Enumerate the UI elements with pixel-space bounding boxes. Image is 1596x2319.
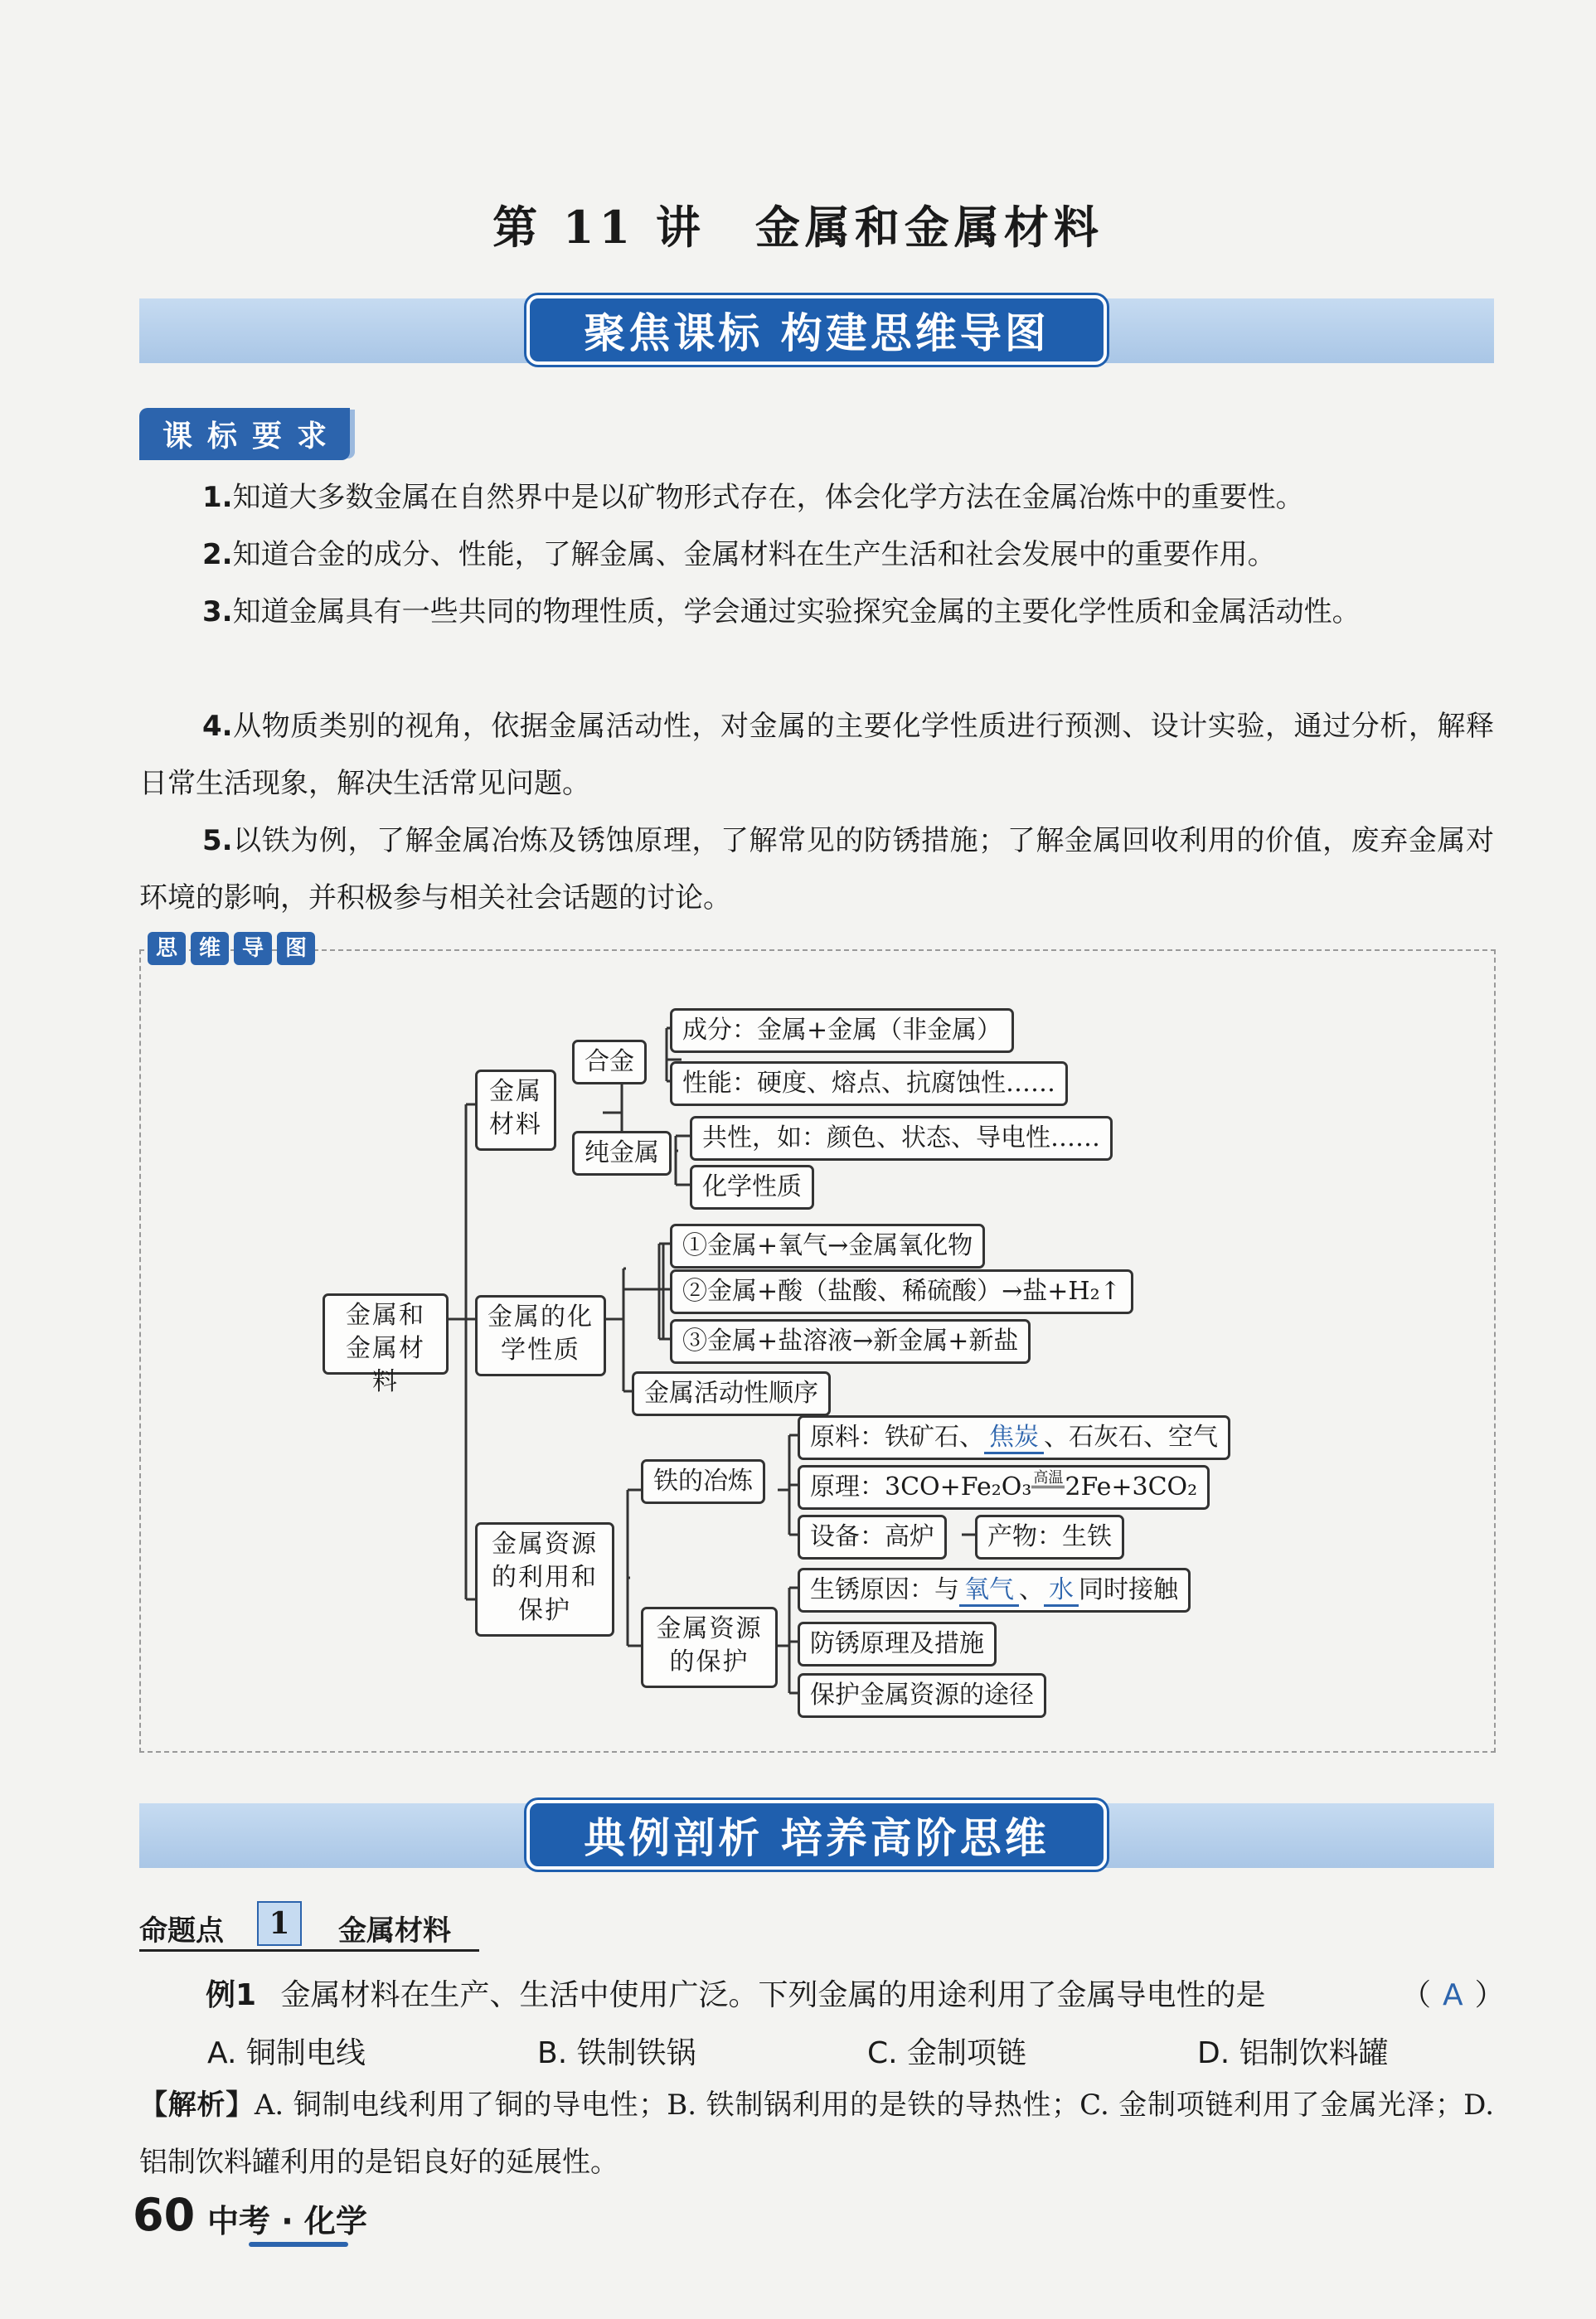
banner-label: 典例剖析 培养高阶思维 bbox=[526, 1800, 1107, 1870]
option-b: B. 铁制铁锅 bbox=[537, 2036, 696, 2070]
node-chem-3: ③金属+盐溶液→新金属+新盐 bbox=[670, 1319, 1031, 1364]
node-chem-properties: 金属的化学性质 bbox=[475, 1295, 606, 1376]
option-c: C. 金制项链 bbox=[867, 2036, 1027, 2070]
topic-heading: 命题点 1 金属材料 bbox=[139, 1901, 479, 1952]
banner-label: 聚焦课标 构建思维导图 bbox=[526, 295, 1107, 365]
requirement-4: 4.从物质类别的视角，依据金属活动性，对金属的主要化学性质进行预测、设计实验，通过分析，解释日常生活现象，解决生活常见问题。 bbox=[139, 710, 1494, 800]
node-activity-series: 金属活动性顺序 bbox=[632, 1371, 831, 1416]
answer-blank-coke: 焦炭 bbox=[984, 1423, 1044, 1454]
requirement-1: 1.知道大多数金属在自然界中是以矿物形式存在，体会化学方法在金属冶炼中的重要性。 bbox=[202, 481, 1304, 514]
node-metal-materials: 金属材料 bbox=[475, 1070, 556, 1151]
answer-blank-oxygen: 氧气 bbox=[959, 1575, 1019, 1607]
node-resource-protection: 金属资源的保护 bbox=[641, 1607, 778, 1688]
node-iron-smelting: 铁的冶炼 bbox=[641, 1459, 765, 1504]
page-number: 60 bbox=[133, 2189, 196, 2241]
node-metal-resources: 金属资源的利用和保护 bbox=[475, 1522, 614, 1637]
requirements-tag: 课标要求 bbox=[139, 408, 350, 460]
node-chem-1: ①金属+氧气→金属氧化物 bbox=[670, 1224, 985, 1269]
node-pure-common: 共性，如：颜色、状态、导电性…… bbox=[690, 1116, 1113, 1161]
option-d: D. 铝制饮料罐 bbox=[1197, 2036, 1389, 2070]
footer-subject: 中考 · 化学 bbox=[207, 2203, 367, 2239]
analysis: 【解析】A. 铜制电线利用了铜的导电性；B. 铁制锅利用的是铁的导热性；C. 金制项链利用了金属光泽；D. 铝制饮料罐利用的是铝良好的延展性。 bbox=[139, 2089, 1494, 2179]
node-equipment: 设备：高炉 bbox=[798, 1515, 947, 1560]
option-a: A. 铜制电线 bbox=[207, 2036, 366, 2070]
reaction-condition: 高温 bbox=[1033, 1469, 1064, 1487]
node-alloy-composition: 成分：金属+金属（非金属） bbox=[670, 1008, 1014, 1053]
answer-blank-water: 水 bbox=[1044, 1575, 1079, 1607]
node-protection-ways: 保护金属资源的途径 bbox=[798, 1673, 1046, 1718]
node-principle: 原理：3CO+Fe₂O₃ 高温2Fe+3CO₂ bbox=[798, 1465, 1210, 1510]
requirement-2: 2.知道合金的成分、性能，了解金属、金属材料在生产生活和社会发展中的重要作用。 bbox=[202, 538, 1276, 571]
node-antirust: 防锈原理及措施 bbox=[798, 1622, 997, 1666]
section-banner-2 bbox=[139, 1803, 1494, 1868]
node-rust-cause: 生锈原因：与 氧气 、 水 同时接触 bbox=[798, 1568, 1191, 1613]
node-alloy-properties: 性能：硬度、熔点、抗腐蚀性…… bbox=[670, 1061, 1068, 1106]
footer-accent bbox=[249, 2242, 348, 2247]
mindmap-tag: 思 维 导 图 bbox=[148, 932, 315, 965]
example-question: 例1 金属材料在生产、生活中使用广泛。下列金属的用途利用了金属导电性的是 bbox=[206, 1978, 1266, 2012]
requirement-3: 3.知道金属具有一些共同的物理性质，学会通过实验探究金属的主要化学性质和金属活动性。 bbox=[202, 595, 1361, 628]
page-title: 第 11 讲 金属和金属材料 bbox=[492, 201, 1104, 254]
node-chem-2: ②金属+酸（盐酸、稀硫酸）→盐+H₂↑ bbox=[670, 1269, 1133, 1314]
node-raw-materials: 原料：铁矿石、 焦炭 、石灰石、空气 bbox=[798, 1415, 1230, 1460]
node-pure-chem: 化学性质 bbox=[690, 1165, 814, 1210]
node-alloy: 合金 bbox=[572, 1040, 647, 1084]
requirement-5: 5.以铁为例，了解金属冶炼及锈蚀原理，了解常见的防锈措施；了解金属回收利用的价值，废弃金属对环境的影响，并积极参与相关社会话题的讨论。 bbox=[139, 824, 1494, 915]
answer-value: A bbox=[1443, 1978, 1463, 2012]
node-pure-metal: 纯金属 bbox=[572, 1131, 672, 1176]
answer-bracket: （ A ） bbox=[1401, 1978, 1505, 2012]
mindmap-root: 金属和金属材料 bbox=[323, 1293, 449, 1375]
node-product: 产物：生铁 bbox=[975, 1515, 1124, 1560]
